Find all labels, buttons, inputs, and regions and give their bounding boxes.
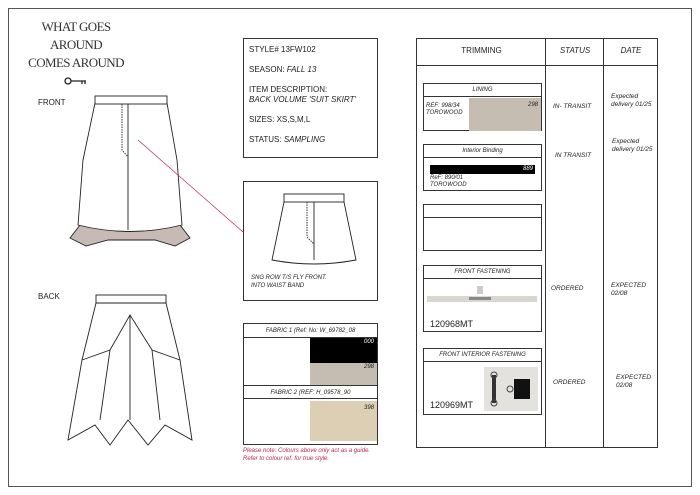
binding-title: Interior Binding	[424, 145, 541, 158]
back-label: BACK	[38, 292, 60, 301]
status	[249, 135, 372, 145]
lining-status: IN- TRANSIT	[553, 103, 592, 110]
desc-label: ITEM DESCRIPTION:	[249, 85, 328, 94]
binding-supplier: TOROWOOD	[430, 182, 467, 188]
fabric1-swatch-grey: 298	[310, 363, 377, 385]
back-skirt-sketch	[68, 295, 192, 445]
detail-sketch-box	[243, 181, 378, 301]
fabric2-header: FABRIC 2 (REF: H_09578_90	[244, 385, 377, 399]
interior-fastening-title: FRONT INTERIOR FASTENING	[424, 349, 541, 362]
front-fastening-status: ORDERED	[551, 285, 584, 292]
detail-line2: INTO WAIST BAND	[251, 283, 305, 289]
lining-ref: REF: 998/34	[426, 103, 460, 109]
brand-line2: COMES AROUND	[28, 55, 124, 70]
lining-swatch: 298	[469, 98, 541, 131]
hook-and-bar-image	[484, 367, 538, 411]
status-label: STATUS:	[249, 135, 284, 144]
interior-fastening-box	[423, 348, 542, 415]
front-fastening-title: FRONT FASTENING	[424, 266, 541, 279]
waistband-detail-sketch	[244, 182, 377, 272]
binding-status: IN TRANSIT	[555, 152, 592, 159]
desc-value: BACK VOLUME 'SUIT SKIRT'	[249, 95, 356, 104]
style-info-box	[243, 38, 378, 158]
colour-note	[243, 448, 378, 463]
fabric-box	[243, 323, 378, 445]
binding-swatch: 889	[430, 165, 535, 174]
interior-fastening-date: EXPECTED 02/08	[616, 374, 652, 389]
fabric1-header: FABRIC 1 (Ref: No: W_69782_08	[244, 324, 377, 338]
item-description	[249, 85, 372, 105]
style-number: STYLE# 13FW102	[249, 45, 316, 54]
lining-title: LINING	[424, 84, 541, 97]
binding-ref: ReF: 890/01	[430, 175, 464, 181]
front-fastening-code: 120968MT	[430, 319, 474, 329]
detail-note	[251, 274, 327, 290]
interior-fastening-code: 120969MT	[430, 400, 474, 410]
front-fastening-date: EXPECTED 02/08	[611, 282, 647, 297]
header-status: STATUS	[546, 39, 604, 66]
interior-fastening-status: ORDERED	[553, 379, 586, 386]
front-label: FRONT	[38, 98, 66, 107]
fabric1-swatch-black: 000	[310, 338, 377, 363]
note-line1: Please note: Colours above only act as a guide.	[243, 448, 371, 454]
zipper-image	[427, 284, 539, 310]
lining-supplier: TOROWOOD	[426, 110, 463, 116]
front-fastening-box	[423, 265, 542, 332]
binding-box	[423, 144, 542, 191]
binding-date: Expected delivery 01/25	[612, 138, 653, 153]
header-date: DATE	[604, 39, 658, 66]
front-skirt-sketch	[70, 96, 190, 246]
season-value: FALL 13	[286, 65, 317, 74]
season-label: SEASON:	[249, 65, 287, 74]
season	[249, 65, 372, 75]
note-line2: Refer to colour ref. for true style.	[243, 455, 330, 462]
status-value: SAMPLING	[283, 135, 326, 144]
brand-line1: WHAT GOES AROUND	[41, 19, 111, 52]
blank-trim-box	[423, 204, 542, 251]
sizes: SIZES: XS,S,M,L	[249, 115, 311, 124]
lining-date: Expected delivery 01/25	[611, 93, 652, 108]
header-trimming: TRIMMING	[417, 39, 546, 66]
detail-line1: SNG ROW T/S FLY FRONT.	[251, 275, 327, 281]
trimming-table	[416, 38, 658, 448]
lining-box	[423, 83, 542, 131]
fabric2-swatch-beige: 398	[310, 401, 377, 441]
